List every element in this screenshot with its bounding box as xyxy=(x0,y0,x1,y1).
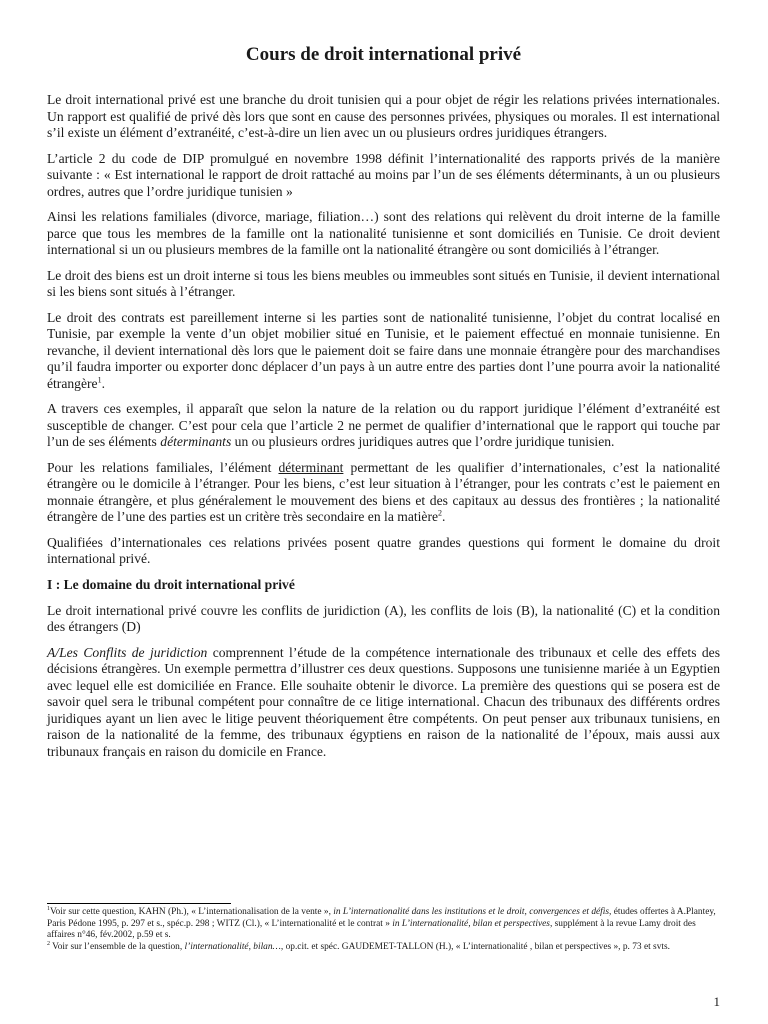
paragraph-article-2: L’article 2 du code de DIP promulgué en novembre 1998 définit l’internationalité des rapports privés de la manière suivante : « Est international le rapport de droit rattaché au moins par l’un de ses éléments déterminants, à un ou plusieurs ordres, autres que l’ordre juridique tunisien » xyxy=(47,150,720,199)
footnotes xyxy=(47,907,720,953)
paragraph-text: Pour les relations familiales, l’élément xyxy=(47,459,279,475)
paragraph-domain-overview: Le droit international privé couvre les conflits de juridiction (A), les conflits de lois (B), la nationalité (C) et la condition des étrangers (D) xyxy=(47,602,720,634)
footnote-2 xyxy=(47,942,720,954)
paragraph-family-relations: Ainsi les relations familiales (divorce, mariage, filiation…) sont des relations qui relèvent du droit interne de la famille parce que tous les membres de la famille ont la nationalité tunisienne et sont domiciliés en Tunisie. Ce droit devient international si un ou plusieurs membres de la famille ont la nationalité étrangère ou sont domiciliés à l’étranger. xyxy=(47,209,720,257)
footnote-1 xyxy=(47,907,720,942)
subsection-label: A/Les Conflits de juridiction xyxy=(47,644,208,660)
paragraph-text: Le droit des contrats est pareillement interne si les parties sont de nationalité tunisienne, l’objet du contrat localisé en Tunisie, par exemple la vente d’un objet mobilier situé en Tunisie, et le paiement effectué en monnaie tunisienne. En revanche, il devient international dès lors que le paiement doit se faire dans une monnaie étrangère pour des marchandises qu’il faudra importer ou exporter donc déplacer d’un pays à un autre entre des parties dont l’une pourra avoir la nationalité étrangère xyxy=(47,309,720,391)
footnote-emphasis: in L’internationalité, bilan et perspectives, xyxy=(392,918,553,929)
underlined-determinant: déterminant xyxy=(278,459,344,475)
page-title: Cours de droit international privé xyxy=(245,44,522,65)
paragraph-intro: Le droit international privé est une branche du droit tunisien qui a pour objet de régir les relations privées internationales. Un rapport est qualifié de privé dès lors que sont en cause des personnes privées, physiques ou morales. Il est international s’il existe un élément d’extranéité, c’est-à-dire un lien avec un ou plusieurs ordres juridiques étrangers. xyxy=(47,92,720,140)
footnote-text: études offertes à A.Plantey, Paris Pédone 1995, p. 297 et s., spéc.p. 298 ; WITZ (Cl.), « L’internationalité et le contrat » xyxy=(47,907,716,929)
footnote-emphasis: l’internationalité, bilan…, xyxy=(184,941,284,952)
paragraph-end: . xyxy=(101,375,105,391)
paragraph-text: A travers ces exemples, il apparaît que selon la nature de la relation ou du rapport juridique l’élément d’extranéité est susceptible de changer. C’est pour cela que l’article 2 ne permet de qualifier d’international que le rapport qui touche par l’un de ses éléments xyxy=(47,401,720,449)
footnote-separator xyxy=(47,903,231,904)
paragraph-conflicts-of-jurisdiction xyxy=(47,645,720,761)
footnote-emphasis: in L’internationalité dans les institutions et le droit, convergences et défis, xyxy=(333,907,612,917)
footnote-text: Voir sur cette question, KAHN (Ph.), « L’internationalisation de la vente », xyxy=(50,907,334,917)
paragraph-text: permettant de les qualifier d’internationales, c’est la nationalité étrangère ou le domicile à l’étranger. Pour les biens, c’est leur situation à l’étranger, pour les contrats c’est le paiement en monnaie étrangère, et plus généralement le mouvement des biens et des capitaux au dessus des frontières ; la nationalité étrangère de l’une des parties est un critère très secondaire en la matière xyxy=(47,459,720,524)
footnote-number: 2 xyxy=(47,940,50,947)
paragraph-determining-element xyxy=(47,460,720,526)
emphasis-determinants: déterminants xyxy=(160,434,232,449)
paragraph-end: . xyxy=(442,509,446,524)
page-body xyxy=(47,44,720,769)
page-number: 1 xyxy=(713,994,720,1009)
section-heading: I : Le domaine du droit international privé xyxy=(47,576,295,592)
paragraph-examples xyxy=(47,401,720,451)
footnote-ref-1[interactable]: 1 xyxy=(97,374,102,384)
paragraph-contract-law xyxy=(47,310,720,393)
paragraph-text: comprennent l’étude de la compétence internationale des tribunaux et celle des effets des décisions étrangères. Un exemple permettra d’illustrer ces deux questions. Supposons une tunisienne mariée à un Egyptien avec lequel elle est domiciliée en France. Elle souhaite obtenir le divorce. La première des questions qui se posera est de savoir quel sera le tribunal compétent pour connaître de ce litige international. Chacun des tribunaux des différents ordres juridiques ayant un lien avec le litige peuvent théoriquement être compétents. On peut penser aux tribunaux tunisiens, en raison de la nationalité de la femme, des tribunaux égyptiens en raison de la nationalité de l’époux, mais aussi aux tribunaux français en raison du domicile en France. xyxy=(47,644,720,759)
paragraph-four-questions: Qualifiées d’internationales ces relations privées posent quatre grandes questions qui forment le domaine du droit international privé. xyxy=(47,534,720,566)
footnote-number: 1 xyxy=(47,905,50,912)
footnote-text: supplément à la revue Lamy droit des affaires n°46, fév.2002, p.59 et s. xyxy=(47,918,696,940)
paragraph-text: un ou plusieurs ordres juridiques autres que l’ordre juridique tunisien. xyxy=(231,434,615,449)
footnote-ref-2[interactable]: 2 xyxy=(438,508,442,518)
footnote-text: op.cit. et spéc. GAUDEMET-TALLON (H.), « L’internationalité , bilan et perspectives », p. 73 et svts. xyxy=(283,941,670,952)
paragraph-property-law: Le droit des biens est un droit interne si tous les biens meubles ou immeubles sont situés en Tunisie, il devient international si les biens sont situés à l’étranger. xyxy=(47,267,720,299)
footnote-text: Voir sur l’ensemble de la question, xyxy=(50,941,185,952)
